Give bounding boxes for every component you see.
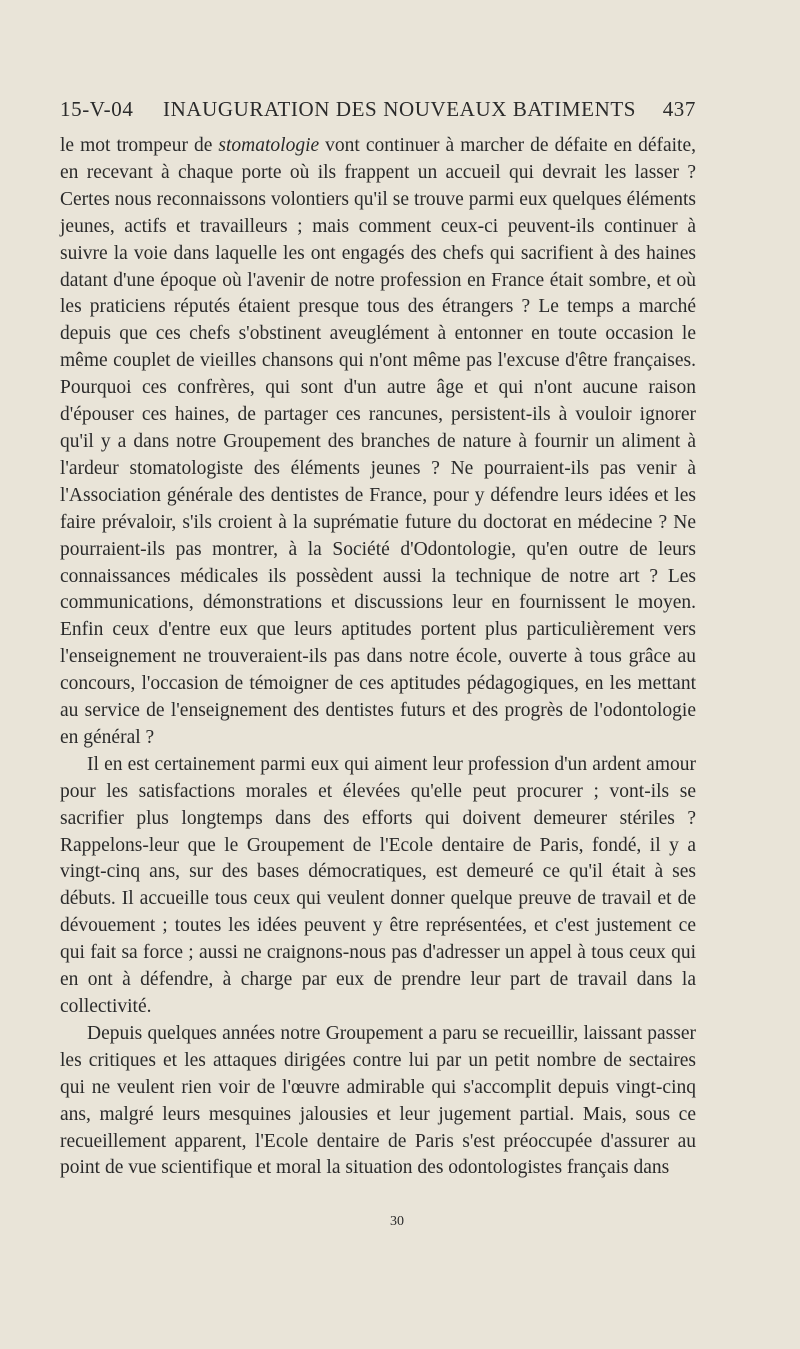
body-text [60, 133, 696, 1182]
paragraph-1-rest: vont continuer à marcher de défaite en défaite, en recevant à chaque porte où ils frappent un accueil qui devrait les lasser ? Certes nous reconnaissons volontiers qu'il se trouve parmi eux quelques éléments jeunes, actifs et travailleurs ; mais comment ceux-ci peuvent-ils continuer à suivre la voie dans laquelle les ont engagés des chefs qui sacrifient à des haines datant d'une époque où l'avenir de notre profession en France était sombre, et où les praticiens réputés étaient presque tous des étrangers ? Le temps a marché depuis que ces chefs s'obstinent aveuglément à entonner en toute occasion le même couplet de vieilles chansons qui n'ont même pas l'excuse d'être françaises. Pourquoi ces confrères, qui sont d'un autre âge et qui n'ont aucune raison d'épouser ces haines, de partager ces rancunes, persistent-ils à vouloir ignorer qu'il y a dans notre Groupement des branches de nature à fournir un aliment à l'ardeur stomatologiste des éléments jeunes ? Ne pourraient-ils pas venir à l'Association générale des dentistes de France, pour y défendre leurs idées et les faire prévaloir, s'ils croient à la suprématie future du doctorat en médecine ? Ne pourraient-ils pas montrer, à la Société d'Odontologie, qu'en outre de leurs connaissances médicales ils possèdent aussi la technique de notre art ? Les communications, démonstrations et discussions leur en fournissent le moyen. Enfin ceux d'entre eux que leurs aptitudes portent plus particulièrement vers l'enseignement ne trouveraient-ils pas dans notre école, ouverte à tous grâce au concours, l'occasion de témoigner de ces aptitudes pédagogiques, en les mettant au service de l'enseignement des dentistes futurs et des progrès de l'odontologie en général ? [60, 135, 696, 748]
paragraph-3: Depuis quelques années notre Groupement a paru se recueillir, laissant passer les critiques et les attaques dirigées contre lui par un petit nombre de sectaires qui ne veulent rien voir de l'œuvre admirable qui s'accomplit depuis vingt-cinq ans, malgré leurs mesquines jalousies et leur jugement partial. Mais, sous ce recueillement apparent, l'Ecole dentaire de Paris s'est préoccupée d'assurer au point de vue scientifique et moral la situation des odontologistes français dans [60, 1022, 696, 1179]
header-date: 15-V-04 [60, 97, 134, 121]
paragraph-1 [60, 133, 696, 752]
italic-term: stomatologie [218, 135, 320, 156]
paragraph-2: Il en est certainement parmi eux qui aiment leur profession d'un ardent amour pour les satisfactions morales et élevées qu'elle peut procurer ; vont-ils se sacrifier plus longtemps dans des efforts qui doivent demeurer stériles ? Rappelons-leur que le Groupement de l'Ecole dentaire de Paris, fondé, il y a vingt-cinq ans, sur des bases démocratiques, est demeuré ce qu'il était à ses débuts. Il accueille tous ceux qui veulent donner quelque preuve de travail et de dévouement ; toutes les idées peuvent y être représentées, et c'est justement ce qui fait sa force ; aussi ne craignons-nous pas d'adresser un appel à tous ceux qui en ont à défendre, à charge par eux de prendre leur part de travail dans la collectivité. [60, 753, 696, 1017]
header-title: INAUGURATION DES NOUVEAUX BATIMENTS [163, 97, 637, 121]
page-number: 437 [662, 97, 696, 121]
paragraph-1-start: le mot trompeur de [60, 135, 219, 156]
running-header [60, 97, 696, 125]
signature-mark: 30 [390, 1214, 404, 1229]
